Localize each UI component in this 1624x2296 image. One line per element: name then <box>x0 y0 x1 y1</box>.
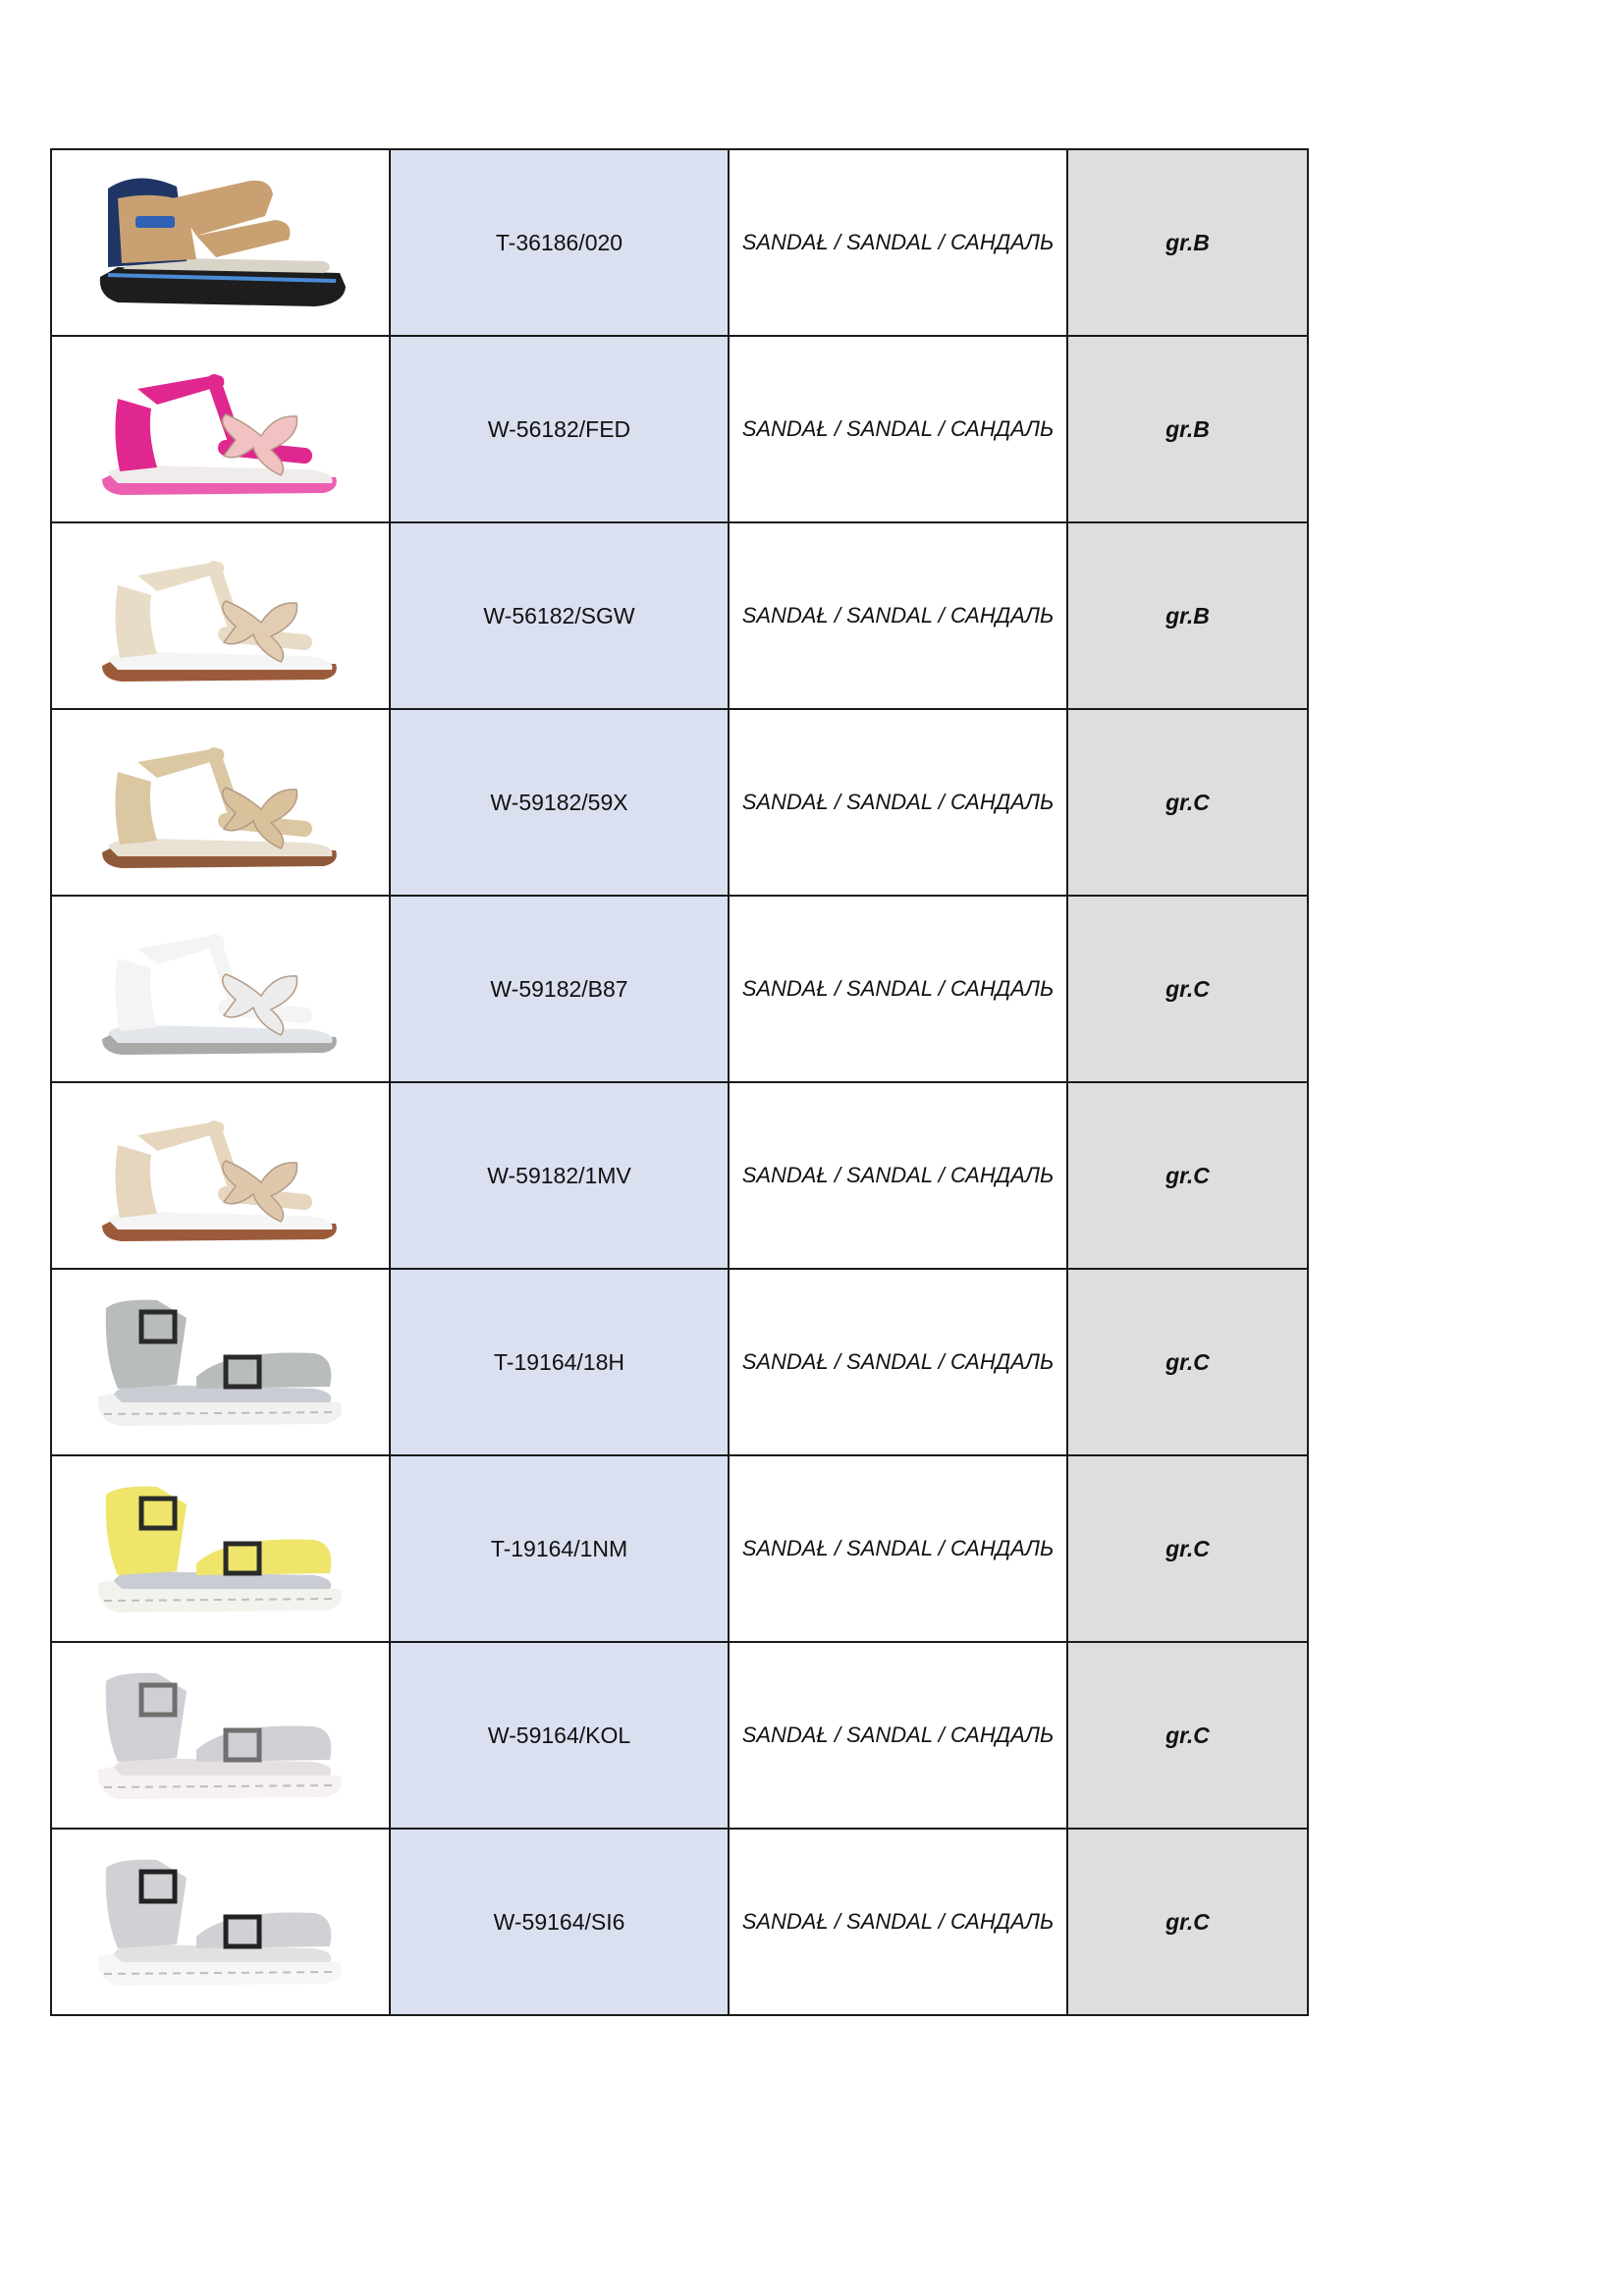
product-photo <box>79 1092 363 1259</box>
product-row <box>51 1642 1308 1829</box>
product-row <box>51 896 1308 1082</box>
price-group: gr.C <box>1067 1082 1308 1269</box>
product-description: SANDAŁ / SANDAL / САНДАЛЬ <box>729 709 1067 896</box>
product-photo <box>79 719 363 886</box>
product-row <box>51 1082 1308 1269</box>
product-row <box>51 1829 1308 2015</box>
product-row <box>51 522 1308 709</box>
product-description: SANDAŁ / SANDAL / САНДАЛЬ <box>729 1269 1067 1455</box>
price-group: gr.C <box>1067 1455 1308 1642</box>
product-code: W-59182/1MV <box>390 1082 729 1269</box>
product-image-cell <box>51 1082 390 1269</box>
price-group: gr.B <box>1067 522 1308 709</box>
product-image-cell <box>51 896 390 1082</box>
product-description: SANDAŁ / SANDAL / САНДАЛЬ <box>729 896 1067 1082</box>
product-code: W-56182/FED <box>390 336 729 522</box>
product-image-cell <box>51 1829 390 2015</box>
product-code: W-59182/B87 <box>390 896 729 1082</box>
product-row <box>51 1455 1308 1642</box>
product-image-cell <box>51 336 390 522</box>
product-description: SANDAŁ / SANDAL / САНДАЛЬ <box>729 522 1067 709</box>
product-code: W-56182/SGW <box>390 522 729 709</box>
product-table-body <box>51 149 1308 2015</box>
product-image-cell <box>51 709 390 896</box>
price-group: gr.C <box>1067 709 1308 896</box>
product-image-cell <box>51 1642 390 1829</box>
product-photo <box>79 1838 363 2005</box>
product-table <box>50 148 1309 2016</box>
price-group: gr.B <box>1067 336 1308 522</box>
product-description: SANDAŁ / SANDAL / САНДАЛЬ <box>729 1642 1067 1829</box>
product-photo <box>79 346 363 513</box>
product-code: T-19164/1NM <box>390 1455 729 1642</box>
product-image-cell <box>51 1455 390 1642</box>
product-description: SANDAŁ / SANDAL / САНДАЛЬ <box>729 1455 1067 1642</box>
product-code: T-19164/18H <box>390 1269 729 1455</box>
product-row <box>51 1269 1308 1455</box>
product-description: SANDAŁ / SANDAL / САНДАЛЬ <box>729 1082 1067 1269</box>
product-code: W-59182/59X <box>390 709 729 896</box>
product-photo <box>79 1279 363 1446</box>
product-photo <box>79 1652 363 1819</box>
product-image-cell <box>51 522 390 709</box>
product-image-cell <box>51 149 390 336</box>
price-group: gr.C <box>1067 1269 1308 1455</box>
product-code: W-59164/KOL <box>390 1642 729 1829</box>
product-code: T-36186/020 <box>390 149 729 336</box>
product-photo <box>79 159 363 326</box>
product-row <box>51 149 1308 336</box>
product-row <box>51 336 1308 522</box>
product-image-cell <box>51 1269 390 1455</box>
price-group: gr.C <box>1067 896 1308 1082</box>
product-row <box>51 709 1308 896</box>
product-photo <box>79 905 363 1072</box>
product-code: W-59164/SI6 <box>390 1829 729 2015</box>
product-photo <box>79 1465 363 1632</box>
price-group: gr.C <box>1067 1642 1308 1829</box>
product-description: SANDAŁ / SANDAL / САНДАЛЬ <box>729 336 1067 522</box>
product-description: SANDAŁ / SANDAL / САНДАЛЬ <box>729 149 1067 336</box>
product-photo <box>79 532 363 699</box>
price-group: gr.C <box>1067 1829 1308 2015</box>
product-description: SANDAŁ / SANDAL / САНДАЛЬ <box>729 1829 1067 2015</box>
price-group: gr.B <box>1067 149 1308 336</box>
